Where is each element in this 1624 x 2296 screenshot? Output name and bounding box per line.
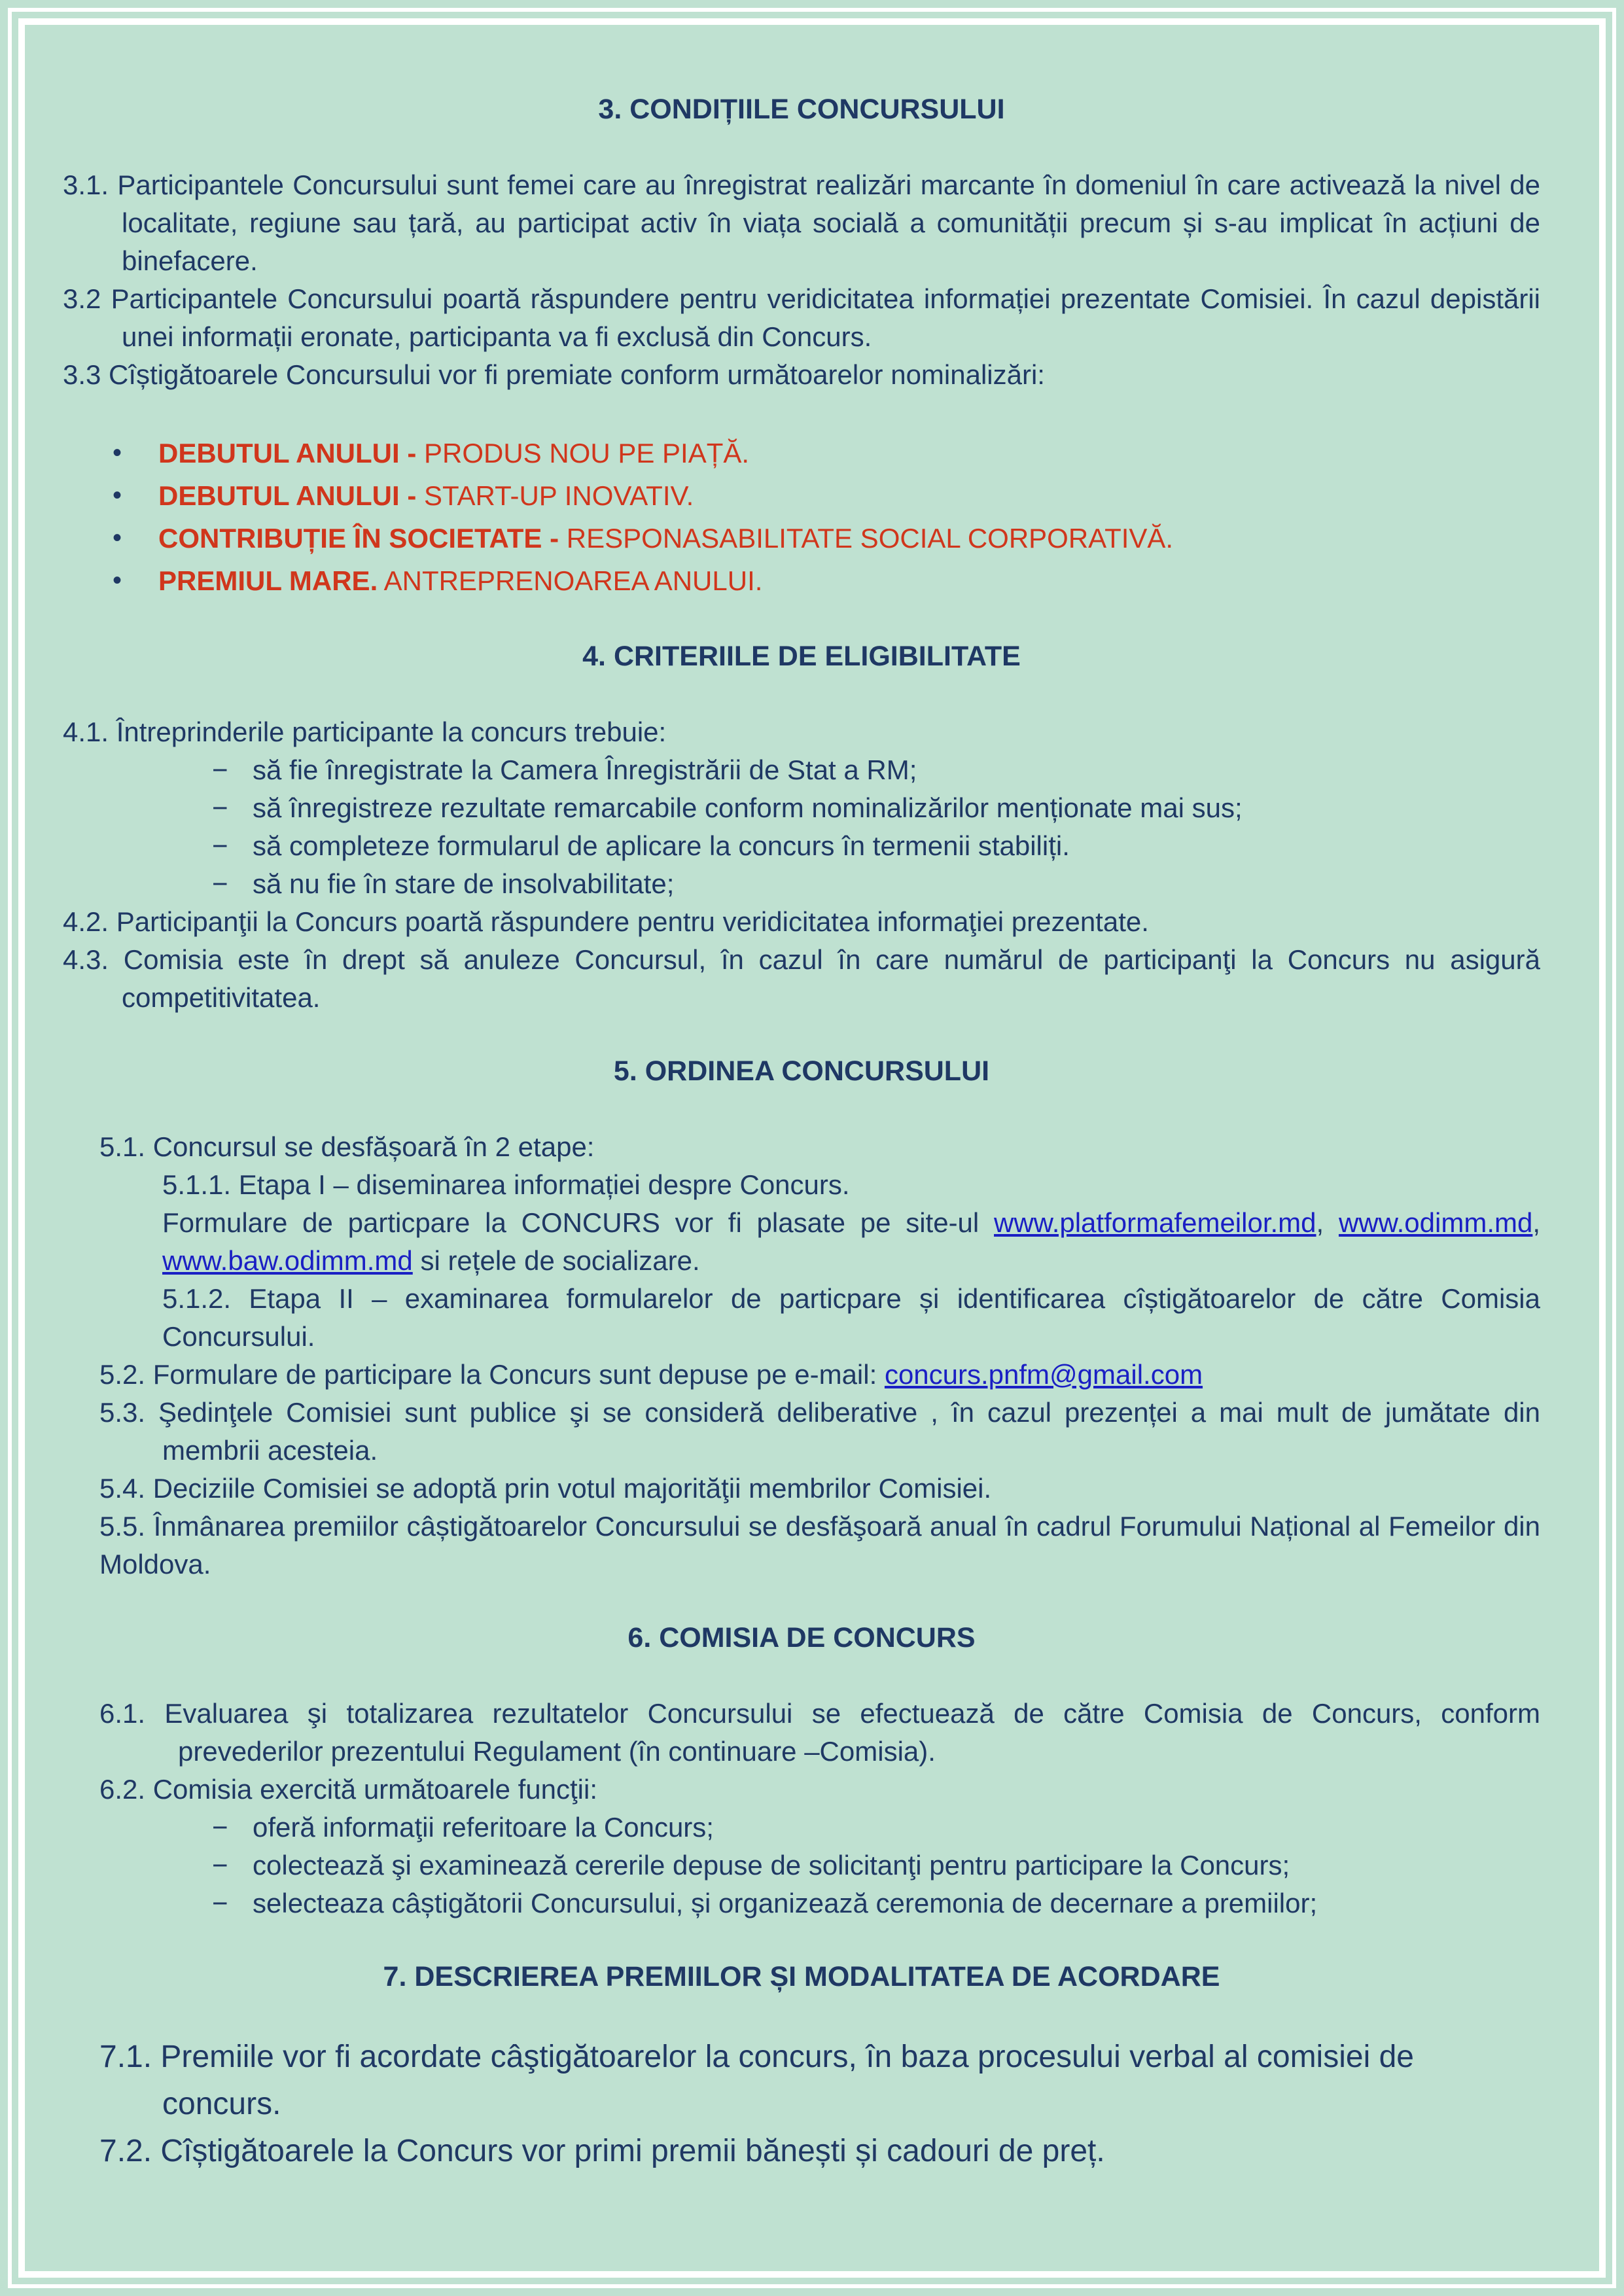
email-link[interactable]: concurs.pnfm@gmail.com <box>884 1359 1203 1390</box>
nomination-item: • DEBUTUL ANULUI - PRODUS NOU PE PIAȚĂ. <box>63 432 1540 474</box>
nomination-item: • DEBUTUL ANULUI - START-UP INOVATIV. <box>63 474 1540 517</box>
section-6-title: 6. COMISIA DE CONCURS <box>627 1622 976 1653</box>
eligibility-item: − să fie înregistrate la Camera Înregistrării de Stat a RM; <box>63 751 1540 789</box>
bullet-icon: • <box>113 523 122 552</box>
bullet-icon: • <box>113 438 122 467</box>
dash-icon: − <box>212 754 228 785</box>
clause-3-1: 3.1. Participantele Concursului sunt femei care au înregistrat realizări marcante în domeniul în care activează la nivel de localitate, regiune sau țară, au participat activ în viața socială a comunității precum și s-au implicat în acțiuni de binefacere. <box>63 169 1540 276</box>
document-body <box>63 90 1540 2175</box>
nomination-item: • CONTRIBUȚIE ÎN SOCIETATE - RESPONASABILITATE SOCIAL CORPORATIVĂ. <box>63 517 1540 559</box>
clause-6-2: 6.2. Comisia exercită următoarele funcţii: <box>99 1774 597 1805</box>
link-baw-odimm[interactable]: www.baw.odimm.md <box>162 1245 413 1276</box>
clause-5-3: 5.3. Şedinţele Comisiei sunt publice şi se consideră deliberative , în cazul prezenței a mai mult de jumătate din membrii acesteia. <box>99 1397 1540 1466</box>
dash-icon: − <box>212 1888 228 1918</box>
dash-icon: − <box>212 1812 228 1843</box>
eligibility-item: − să nu fie în stare de insolvabilitate; <box>63 865 1540 903</box>
nomination-list <box>63 432 1540 602</box>
bullet-icon: • <box>113 481 122 510</box>
clause-6-1: 6.1. Evaluarea şi totalizarea rezultatelor Concursului se efectuează de către Comisia de Concurs, conform prevederilor prezentului Regulament (în continuare –Comisia). <box>99 1698 1540 1767</box>
section-7-title: 7. DESCRIEREA PREMIILOR ȘI MODALITATEA DE ACORDARE <box>383 1961 1220 1992</box>
function-item: − oferă informaţii referitoare la Concurs; <box>63 1809 1540 1846</box>
clause-5-2: 5.2. Formulare de participare la Concurs sunt depuse pe e-mail: concurs.pnfm@gmail.com <box>99 1359 1203 1390</box>
clause-4-3: 4.3. Comisia este în drept să anuleze Concursul, în cazul în care numărul de participanţi la Concurs nu asigură competitivitatea. <box>63 944 1540 1013</box>
eligibility-list <box>63 751 1540 903</box>
eligibility-item: − să înregistreze rezultate remarcabile conform nominalizărilor menționate mai sus; <box>63 789 1540 827</box>
clause-4-1: 4.1. Întreprinderile participante la concurs trebuie: <box>63 716 667 747</box>
clause-7-1: 7.1. Premiile vor fi acordate câştigătoarelor la concurs, în baza procesului verbal al comisiei de concurs. <box>99 2040 1414 2121</box>
section-4-title: 4. CRITERIILE DE ELIGIBILITATE <box>582 641 1021 672</box>
link-odimm[interactable]: www.odimm.md <box>1338 1207 1533 1238</box>
clause-5-4: 5.4. Deciziile Comisiei se adoptă prin votul majorităţii membrilor Comisiei. <box>99 1473 992 1504</box>
commission-functions-list <box>63 1809 1540 1922</box>
clause-5-5: 5.5. Înmânarea premiilor câștigătoarelor Concursului se desfăşoară anual în cadrul Forumului Național al Femeilor din Moldova. <box>99 1511 1540 1580</box>
clause-5-1: 5.1. Concursul se desfășoară în 2 etape: <box>99 1131 595 1162</box>
forms-paragraph: Formulare de particpare la CONCURS vor fi plasate pe site-ul www.platformafemeilor.md, www.odimm.md, www.baw.odimm.md si rețele de socializare. <box>162 1207 1541 1276</box>
dash-icon: − <box>212 830 228 861</box>
function-item: − colectează şi examinează cererile depuse de solicitanţi pentru participare la Concurs; <box>63 1846 1540 1884</box>
eligibility-item: − să completeze formularul de aplicare la concurs în termenii stabiliți. <box>63 827 1540 865</box>
clause-4-2: 4.2. Participanţii la Concurs poartă răspundere pentru veridicitatea informaţiei prezentate. <box>63 906 1149 937</box>
dash-icon: − <box>212 1850 228 1881</box>
dash-icon: − <box>212 792 228 823</box>
clause-7-2: 7.2. Cîștigătoarele la Concurs vor primi premii bănești și cadouri de preț. <box>99 2134 1105 2168</box>
dash-icon: − <box>212 868 228 899</box>
clause-3-3: 3.3 Cîștigătoarele Concursului vor fi premiate conform următoarelor nominalizări: <box>63 359 1045 390</box>
section-3-title: 3. CONDIȚIILE CONCURSULUI <box>598 94 1005 125</box>
function-item: − selecteaza câștigătorii Concursului, și organizează ceremonia de decernare a premiilor; <box>63 1884 1540 1922</box>
clause-3-2: 3.2 Participantele Concursului poartă răspundere pentru veridicitatea informației prezentate Comisiei. În cazul depistării unei informații eronate, participanta va fi exclusă din Concurs. <box>63 283 1540 352</box>
link-platformafemeilor[interactable]: www.platformafemeilor.md <box>994 1207 1316 1238</box>
clause-5-1-1: 5.1.1. Etapa I – diseminarea informației despre Concurs. <box>162 1169 850 1200</box>
bullet-icon: • <box>113 566 122 595</box>
nomination-item: • PREMIUL MARE. ANTREPRENOAREA ANULUI. <box>63 559 1540 602</box>
section-5-title: 5. ORDINEA CONCURSULUI <box>613 1055 990 1087</box>
clause-5-1-2: 5.1.2. Etapa II – examinarea formularelor de particpare și identificarea cîștigătoarelor de către Comisia Concursului. <box>162 1283 1540 1352</box>
